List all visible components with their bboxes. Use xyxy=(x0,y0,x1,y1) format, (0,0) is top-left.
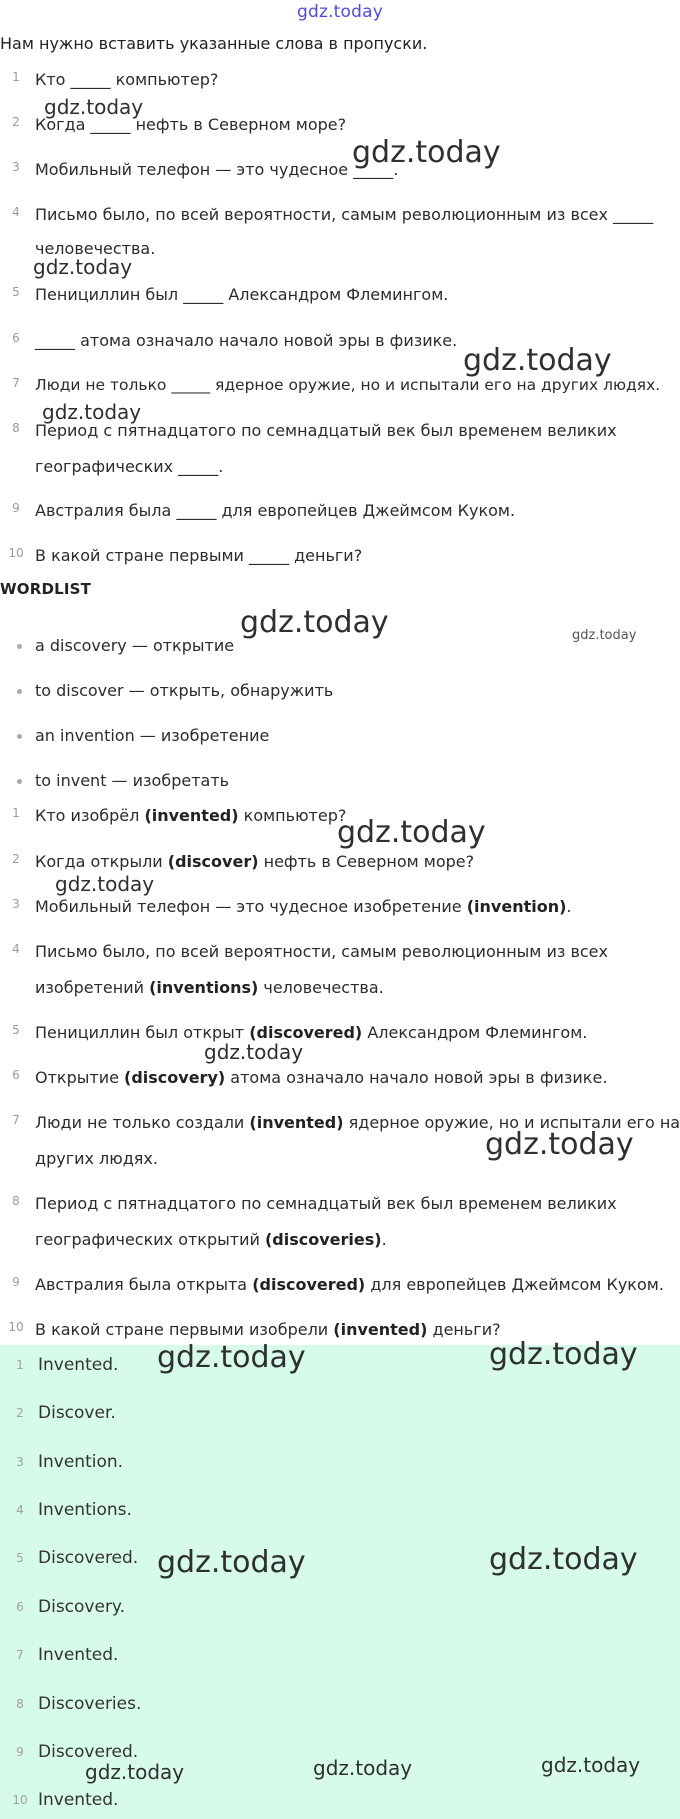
watermark: gdz.today xyxy=(489,1542,638,1577)
task-text: Мобильный телефон — это чудесное _____. xyxy=(35,160,399,179)
answer-number: 5 xyxy=(16,1551,24,1565)
watermark: gdz.today xyxy=(572,628,637,643)
solution-number: 3 xyxy=(12,897,20,911)
answer-number: 4 xyxy=(16,1503,24,1517)
watermark: gdz.today xyxy=(42,400,142,424)
answers-panel xyxy=(0,1345,680,1819)
watermark: gdz.today xyxy=(44,95,144,119)
watermark: gdz.today xyxy=(337,815,486,850)
answer-number: 6 xyxy=(16,1600,24,1614)
site-logo: gdz.today xyxy=(296,2,384,22)
answer-text: Invented. xyxy=(38,1645,119,1665)
task-text-continued: человечества. xyxy=(35,239,156,258)
answer-number: 1 xyxy=(16,1358,24,1372)
task-text: Период с пятнадцатого по семнадцатый век был временем великих xyxy=(35,421,617,440)
bullet-icon xyxy=(17,644,22,649)
watermark: gdz.today xyxy=(204,1040,304,1064)
task-number: 9 xyxy=(12,501,20,515)
watermark: gdz.today xyxy=(352,135,501,170)
watermark: gdz.today xyxy=(157,1340,306,1375)
solution-text: Мобильный телефон — это чудесное изобретение (invention). xyxy=(35,897,572,916)
solution-text: В какой стране первыми изобрели (invented) деньги? xyxy=(35,1320,501,1339)
solution-text: Период с пятнадцатого по семнадцатый век был временем великих xyxy=(35,1194,617,1213)
task-number: 5 xyxy=(12,285,20,299)
answer-text: Discovery. xyxy=(38,1597,125,1617)
task-text: В какой стране первыми _____ деньги? xyxy=(35,546,363,565)
watermark: gdz.today xyxy=(85,1760,185,1784)
wordlist-entry: to discover — открыть, обнаружить xyxy=(35,681,334,700)
solution-number: 6 xyxy=(12,1068,20,1082)
answer-text: Discoveries. xyxy=(38,1694,142,1714)
watermark: gdz.today xyxy=(313,1756,413,1780)
answer-text: Discover. xyxy=(38,1403,116,1423)
wordlist-entry: a discovery — открытие xyxy=(35,636,235,655)
watermark: gdz.today xyxy=(157,1545,306,1580)
answer-number: 8 xyxy=(16,1697,24,1711)
answer-text: Discovered. xyxy=(38,1742,139,1762)
solution-number: 7 xyxy=(12,1113,20,1127)
task-number: 3 xyxy=(12,160,20,174)
intro-text: Нам нужно вставить указанные слова в пропуски. xyxy=(0,34,428,53)
solution-number: 10 xyxy=(8,1320,24,1334)
task-text: Пенициллин был _____ Александром Флемингом. xyxy=(35,285,449,304)
solution-number: 9 xyxy=(12,1275,20,1289)
task-number: 10 xyxy=(8,546,24,560)
task-number: 8 xyxy=(12,421,20,435)
task-text: Австралия была _____ для европейцев Джеймсом Куком. xyxy=(35,501,516,520)
task-text: Люди не только _____ ядерное оружие, но и испытали его на других людях. xyxy=(35,376,661,394)
task-number: 6 xyxy=(12,331,20,345)
answer-text: Discovered. xyxy=(38,1548,139,1568)
solution-text-continued: географических открытий (discoveries). xyxy=(35,1230,387,1249)
wordlist-entry: an invention — изобретение xyxy=(35,726,270,745)
solution-text: Кто изобрёл (invented) компьютер? xyxy=(35,806,347,825)
watermark: gdz.today xyxy=(485,1127,634,1162)
task-text: Когда _____ нефть в Северном море? xyxy=(35,115,347,134)
task-number: 4 xyxy=(12,205,20,219)
solution-text: Пенициллин был открыт (discovered) Александром Флемингом. xyxy=(35,1023,588,1042)
task-number: 1 xyxy=(12,70,20,84)
solution-text: Люди не только создали (invented) ядерное оружие, но и испытали его на xyxy=(35,1113,680,1132)
solution-text: Австралия была открыта (discovered) для европейцев Джеймсом Куком. xyxy=(35,1275,664,1294)
solution-text-continued: изобретений (inventions) человечества. xyxy=(35,978,384,997)
answer-text: Invented. xyxy=(38,1355,119,1375)
answer-number: 10 xyxy=(12,1793,28,1807)
bullet-icon xyxy=(17,734,22,739)
watermark: gdz.today xyxy=(240,605,389,640)
solution-number: 5 xyxy=(12,1023,20,1037)
wordlist-title: WORDLIST xyxy=(0,580,92,598)
task-number: 7 xyxy=(12,376,20,390)
watermark: gdz.today xyxy=(463,343,612,378)
task-text-continued: географических _____. xyxy=(35,457,224,476)
answer-number: 9 xyxy=(16,1745,24,1759)
answer-number: 2 xyxy=(16,1406,24,1420)
answer-text: Inventions. xyxy=(38,1500,132,1520)
task-text: Кто _____ компьютер? xyxy=(35,70,219,89)
answer-text: Invention. xyxy=(38,1452,124,1472)
watermark: gdz.today xyxy=(489,1337,638,1372)
solution-text-continued: других людях. xyxy=(35,1149,158,1168)
task-text: Письмо было, по всей вероятности, самым революционным из всех _____ xyxy=(35,205,654,224)
solution-text: Письмо было, по всей вероятности, самым революционным из всех xyxy=(35,942,608,961)
watermark: gdz.today xyxy=(33,255,133,279)
task-number: 2 xyxy=(12,115,20,129)
solution-text: Когда открыли (discover) нефть в Северном море? xyxy=(35,852,475,871)
watermark: gdz.today xyxy=(541,1753,641,1777)
solution-number: 1 xyxy=(12,806,20,820)
watermark: gdz.today xyxy=(55,872,155,896)
solution-number: 4 xyxy=(12,942,20,956)
answer-text: Invented. xyxy=(38,1790,119,1810)
solution-number: 8 xyxy=(12,1194,20,1208)
answer-number: 7 xyxy=(16,1648,24,1662)
task-text: _____ атома означало начало новой эры в физике. xyxy=(35,331,458,350)
solution-text: Открытие (discovery) атома означало начало новой эры в физике. xyxy=(35,1068,608,1087)
bullet-icon xyxy=(17,779,22,784)
wordlist-entry: to invent — изобретать xyxy=(35,771,230,790)
answer-number: 3 xyxy=(16,1455,24,1469)
solution-number: 2 xyxy=(12,852,20,866)
bullet-icon xyxy=(17,689,22,694)
